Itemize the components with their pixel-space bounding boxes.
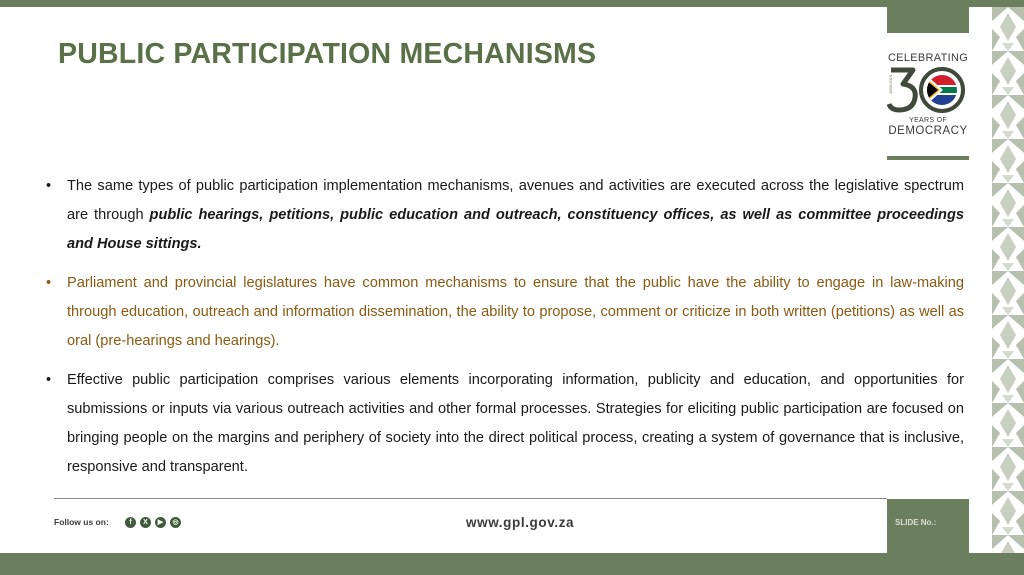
bullet-item-highlighted	[46, 269, 964, 356]
bullet-text: Effective public participation comprises various elements incorporating information, publicity and education, and opportunities for submissions or inputs via various outreach activities and other formal processes. Strategies for eliciting public participation are focused on bringing people on the margins and periphery of society into the direct political process, creating a system of governance that is inclusive, responsive and transparent.	[67, 372, 964, 475]
instagram-icon[interactable]: ◎	[170, 517, 181, 528]
logo-democracy-text: DEMOCRACY	[888, 125, 968, 137]
bullet-marker: •	[46, 275, 52, 291]
logo-years-text: YEARS OF	[909, 117, 947, 124]
bullet-emphasis-text: public hearings, petitions, public education and outreach, constituency offices, as well as committee proceedings and House sittings.	[67, 207, 964, 252]
bullet-marker: •	[46, 372, 52, 388]
bullet-text: The same types of public participation implementation mechanisms, avenues and activities are executed across the legislative spectrum are through	[67, 178, 964, 223]
celebrating-30-years-logo	[885, 50, 971, 140]
footer-divider	[54, 498, 887, 499]
social-icons	[125, 517, 181, 528]
logo-30-emblem	[887, 64, 969, 114]
facebook-icon[interactable]: f	[125, 517, 136, 528]
bullet-list	[46, 172, 964, 492]
bullet-item	[46, 172, 964, 259]
website-link[interactable]: www.gpl.gov.za	[466, 515, 575, 530]
follow-us-label: Follow us on:	[54, 517, 109, 527]
page-title: PUBLIC PARTICIPATION MECHANISMS	[58, 38, 597, 70]
logo-celebrating-text: CELEBRATING	[887, 52, 969, 64]
slide-number-label: SLIDE No.:	[895, 518, 937, 527]
logo-underline	[887, 156, 969, 160]
youtube-icon[interactable]: ▶	[155, 517, 166, 528]
bullet-marker: •	[46, 178, 52, 194]
bullet-item	[46, 366, 964, 482]
logo-ring-text: 1994-2024	[888, 74, 893, 94]
top-bar	[0, 0, 1024, 7]
decorative-pattern-strip	[992, 7, 1024, 553]
bottom-bar	[0, 553, 1024, 575]
x-twitter-icon[interactable]: X	[140, 517, 151, 528]
slide-number-box	[887, 499, 969, 553]
logo-tab	[887, 7, 969, 33]
bullet-text: Parliament and provincial legislatures have common mechanisms to ensure that the public have the ability to engage in law-making through education, outreach and information dissemination, the ability to propose, comment or criticize in both written (petitions) as well as oral (pre-hearings and hearings).	[67, 275, 964, 349]
